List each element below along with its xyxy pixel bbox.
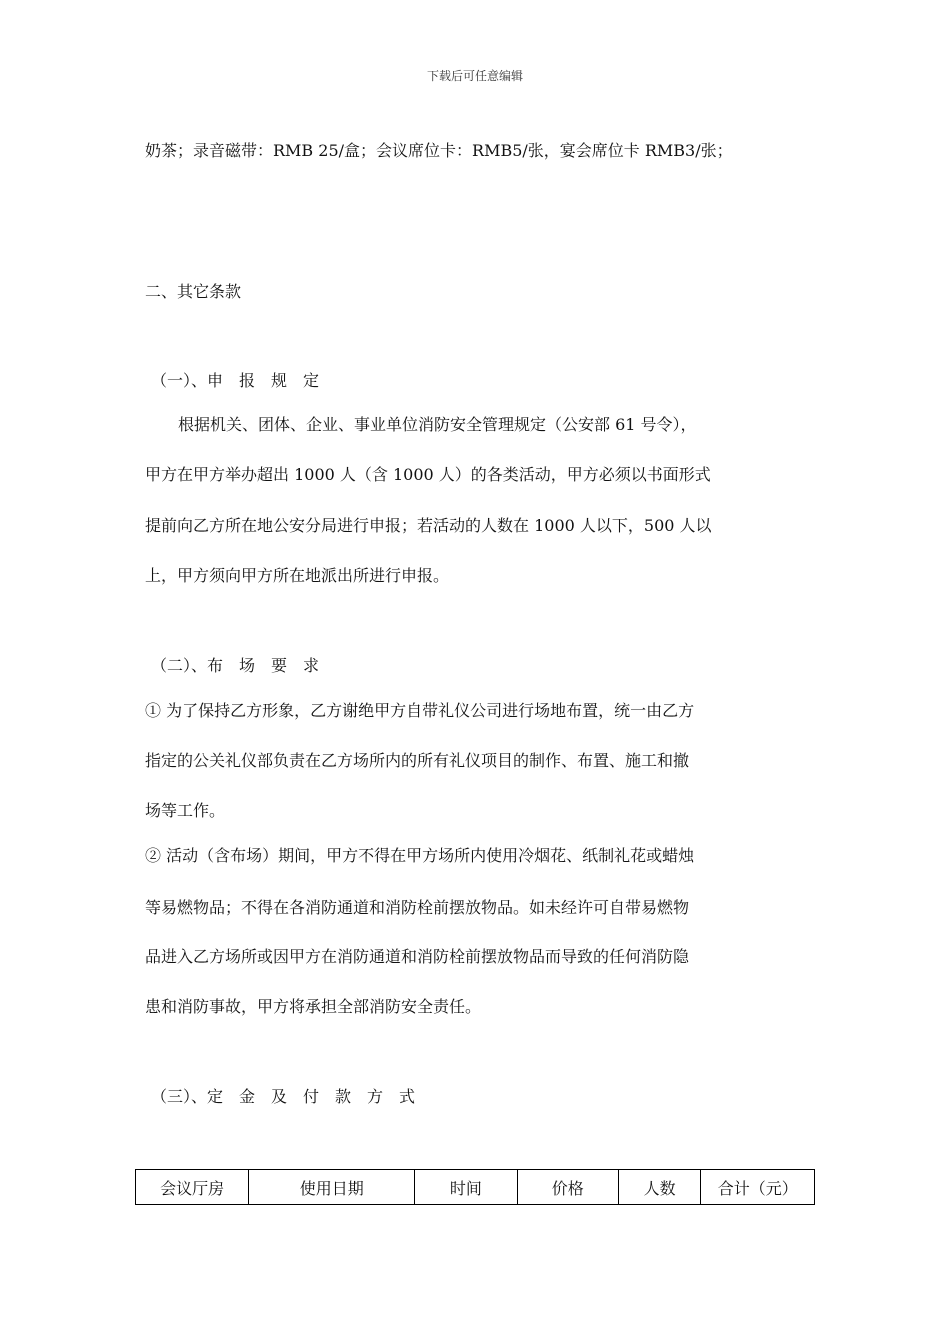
paragraph-line: 根据机关、团体、企业、事业单位消防安全管理规定（公安部 61 号令）， [178, 415, 697, 434]
paragraph-line: 上，甲方须向甲方所在地派出所进行申报。 [145, 566, 450, 585]
fee-line: 奶茶；录音磁带：RMB 25/盒；会议席位卡：RMB5/张，宴会席位卡 RMB3/张； [145, 141, 733, 160]
paragraph-line: 指定的公关礼仪部负责在乙方场所内的所有礼仪项目的制作、布置、施工和撤 [145, 751, 690, 770]
page-header: 下载后可任意编辑 [426, 69, 523, 83]
table-header-cell: 时间 [415, 1170, 517, 1205]
table-header-cell: 会议厅房 [136, 1170, 249, 1205]
table-header-cell: 合计（元） [701, 1170, 815, 1205]
paragraph-line: ① 为了保持乙方形象，乙方谢绝甲方自带礼仪公司进行场地布置，统一由乙方 [145, 701, 695, 720]
paragraph-line: 场等工作。 [145, 801, 226, 820]
table-header-cell: 价格 [517, 1170, 618, 1205]
paragraph-line: 提前向乙方所在地公安分局进行申报；若活动的人数在 1000 人以下，500 人以 [145, 516, 712, 535]
subsection-title-setup: （二）、布 场 要 求 [151, 656, 320, 675]
paragraph-line: 品进入乙方场所或因甲方在消防通道和消防栓前摆放物品而导致的任何消防隐 [145, 947, 690, 966]
section-heading-other-terms: 二、其它条款 [145, 282, 242, 301]
subsection-title-deposit: （三）、定 金 及 付 款 方 式 [151, 1087, 416, 1106]
paragraph-line: 甲方在甲方举办超出 1000 人（含 1000 人）的各类活动，甲方必须以书面形式 [145, 465, 711, 484]
fee-table [135, 1169, 815, 1205]
paragraph-line: ② 活动（含布场）期间，甲方不得在甲方场所内使用冷烟花、纸制礼花或蜡烛 [145, 846, 695, 865]
table-header-cell: 使用日期 [249, 1170, 415, 1205]
paragraph-line: 患和消防事故，甲方将承担全部消防安全责任。 [145, 997, 482, 1016]
table-header-row [136, 1170, 815, 1205]
subsection-title-declaration: （一）、申 报 规 定 [151, 371, 320, 390]
table-header-cell: 人数 [618, 1170, 701, 1205]
paragraph-line: 等易燃物品；不得在各消防通道和消防栓前摆放物品。如未经许可自带易燃物 [145, 898, 690, 917]
